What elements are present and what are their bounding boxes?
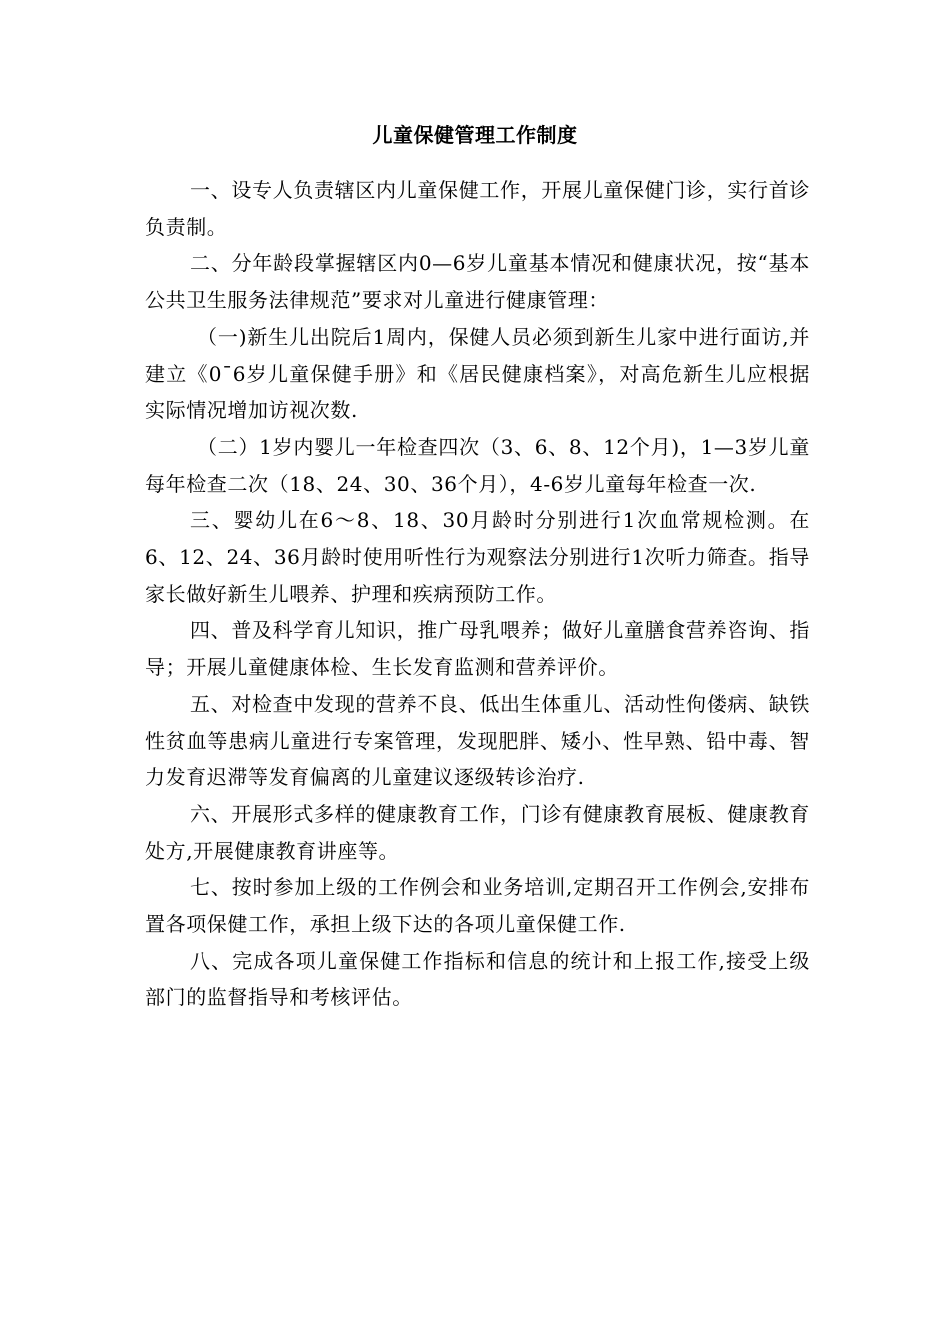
- paragraph-5: 五、对检查中发现的营养不良、低出生体重儿、活动性佝偻病、缺铁性贫血等患病儿童进行专案管理，发现肥胖、矮小、性早熟、铅中毒、智力发育迟滞等发育偏离的儿童建议逐级转诊治疗.: [145, 691, 810, 790]
- document-body: [145, 172, 810, 1016]
- paragraph-2-2: （二）1岁内婴儿一年检查四次（3、6、8、12个月)，1—3岁儿童每年检查二次（18、24、30、36个月），4-6岁儿童每年检查一次.: [145, 434, 810, 496]
- paragraph-2: 二、分年龄段掌握辖区内0—6岁儿童基本情况和健康状况，按“基本公共卫生服务法律规范”要求对儿童进行健康管理：: [145, 251, 810, 313]
- paragraph-6: 六、开展形式多样的健康教育工作，门诊有健康教育展板、健康教育处方,开展健康教育讲座等。: [145, 801, 810, 863]
- paragraph-4: 四、普及科学育儿知识，推广母乳喂养；做好儿童膳食营养咨询、指导；开展儿童健康体检、生长发育监测和营养评价。: [145, 618, 810, 680]
- paragraph-2-1: （一)新生儿出院后1周内，保健人员必须到新生儿家中进行面访,并建立《0¯6岁儿童保健手册》和《居民健康档案》，对高危新生儿应根据实际情况增加访视次数.: [145, 324, 810, 423]
- paragraph-7: 七、按时参加上级的工作例会和业务培训,定期召开工作例会,安排布置各项保健工作，承担上级下达的各项儿童保健工作.: [145, 875, 810, 937]
- paragraph-1: 一、设专人负责辖区内儿童保健工作，开展儿童保健门诊，实行首诊负责制。: [145, 178, 810, 239]
- document-title: 儿童保健管理工作制度: [372, 123, 578, 147]
- paragraph-8: 八、完成各项儿童保健工作指标和信息的统计和上报工作,接受上级部门的监督指导和考核评估。: [145, 948, 810, 1010]
- paragraph-3: 三、婴幼儿在6～8、18、30月龄时分别进行1次血常规检测。在6、12、24、36月龄时使用听性行为观察法分别进行1次听力筛查。指导家长做好新生儿喂养、护理和疾病预防工作。: [145, 508, 810, 606]
